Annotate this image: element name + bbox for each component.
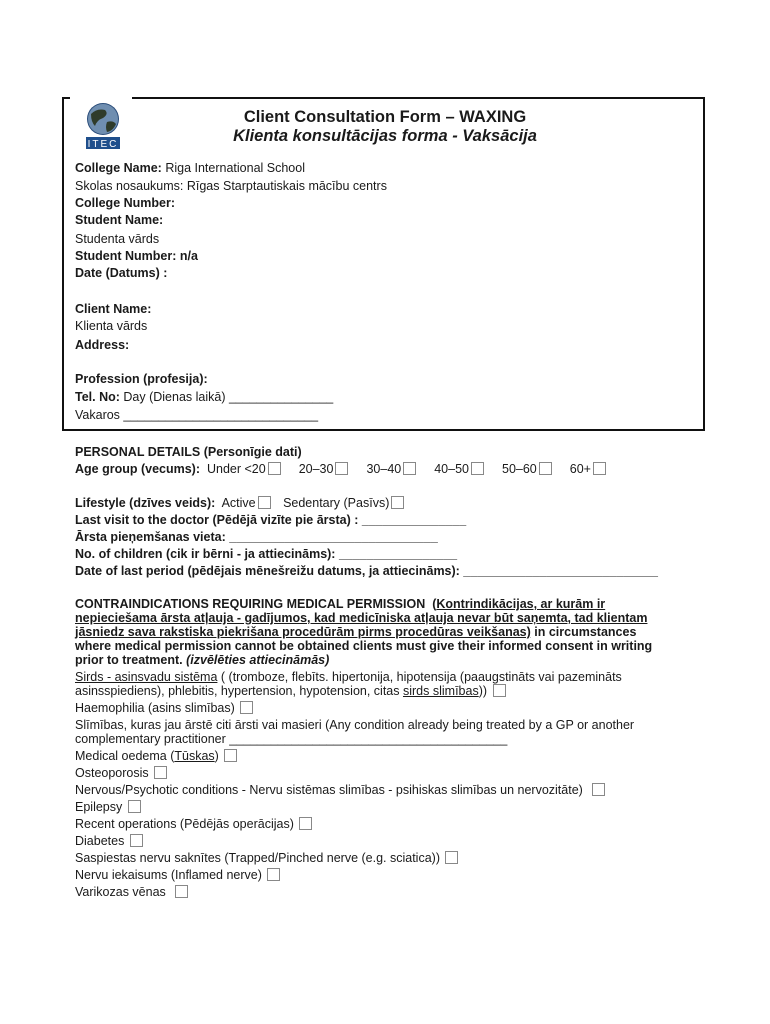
diabetes-row: Diabetes (75, 834, 145, 849)
children-row[interactable]: No. of children (cik ir bērni - ja attiecināms): _________________ (75, 547, 458, 561)
inflamed-nerve-row: Nervu iekaisums (Inflamed nerve) (75, 868, 282, 883)
sirds-row-2: asinsspiediens), phlebitis, hypertension, hypotension, citas sirds slimības)) (75, 684, 508, 699)
age-group-row: Age group (vecums): Under <20 20–30 30–40 40–50 50–60 60+ (75, 462, 608, 477)
trapped-nerve-checkbox[interactable] (445, 851, 458, 864)
vakaros-row[interactable]: Vakaros ____________________________ (75, 408, 319, 422)
age-40-50-checkbox[interactable] (471, 462, 484, 475)
student-number-row: Student Number: n/a (75, 249, 198, 263)
age-20-30-checkbox[interactable] (335, 462, 348, 475)
logo-text: ITEC (87, 139, 119, 150)
contra-heading: CONTRAINDICATIONS REQUIRING MEDICAL PERMISSION (Kontrindikācijas, ar kurām ir (75, 597, 606, 611)
oedema-checkbox[interactable] (224, 749, 237, 762)
epilepsy-checkbox[interactable] (128, 800, 141, 813)
active-checkbox[interactable] (258, 496, 271, 509)
age-60plus-checkbox[interactable] (593, 462, 606, 475)
date-row[interactable]: Date (Datums) : (75, 266, 168, 280)
contra-line5: prior to treatment. (izvēlēties attiecināmās) (75, 653, 330, 667)
college-number-row[interactable]: College Number: (75, 196, 176, 210)
skolas-row: Skolas nosaukums: Rīgas Starptautiskais mācību centrs (75, 179, 387, 193)
sedentary-checkbox[interactable] (391, 496, 404, 509)
contra-line2: nepieciešama ārsta atļauja - gadījumos, kad medicīniska atļauja nevar būt saņemta, tad klientam (75, 611, 648, 625)
slimibas-row-2[interactable]: complementary practitioner ________________________________________ (75, 732, 508, 746)
osteoporosis-checkbox[interactable] (154, 766, 167, 779)
recent-operations-row: Recent operations (Pēdējās operācijas) (75, 817, 314, 832)
trapped-nerve-row: Saspiestas nervu saknītes (Trapped/Pinched nerve (e.g. sciatica)) (75, 851, 460, 866)
tel-row[interactable]: Tel. No: Day (Dienas laikā) _______________ (75, 390, 334, 404)
haemophilia-checkbox[interactable] (240, 701, 253, 714)
contra-line3: jāsniedz sava rakstiska piekrišana procedūrām pirms procedūras veikšanas) in circumstances (75, 625, 637, 639)
frame-top-border (62, 97, 705, 99)
age-under20-checkbox[interactable] (268, 462, 281, 475)
studenta-row: Studenta vārds (75, 232, 160, 246)
nervous-checkbox[interactable] (592, 783, 605, 796)
sirds-row: Sirds - asinsvadu sistēma ( (tromboze, flebīts. hipertonija, hipotensija (paaugstināts vai pazemināts (75, 670, 622, 684)
arsta-row[interactable]: Ārsta pieņemšanas vieta: ______________________________ (75, 530, 438, 544)
contra-line4: where medical permission cannot be obtained clients must give their informed consent in writing (75, 639, 653, 653)
lifestyle-row: Lifestyle (dzīves veids): Active Sedentary (Pasīvs) (75, 496, 406, 511)
diabetes-checkbox[interactable] (130, 834, 143, 847)
profession-row[interactable]: Profession (profesija): (75, 372, 208, 386)
age-50-60-checkbox[interactable] (539, 462, 552, 475)
age-30-40-checkbox[interactable] (403, 462, 416, 475)
last-period-row[interactable]: Date of last period (pēdējais mēnešreižu datums, ja attiecināms): ____________________________ (75, 564, 658, 578)
varikozas-row: Varikozas vēnas (75, 885, 190, 900)
nervous-row: Nervous/Psychotic conditions - Nervu sistēmas slimības - psihiskas slimības un nervozitāte) (75, 783, 607, 798)
recent-operations-checkbox[interactable] (299, 817, 312, 830)
inflamed-nerve-checkbox[interactable] (267, 868, 280, 881)
client-name-row[interactable]: Client Name: (75, 302, 152, 316)
sirds-checkbox[interactable] (493, 684, 506, 697)
address-row[interactable]: Address: (75, 338, 130, 352)
epilepsy-row: Epilepsy (75, 800, 143, 815)
varikozas-checkbox[interactable] (175, 885, 188, 898)
college-name-row: College Name: Riga International School (75, 161, 305, 175)
form-title-lv: Klienta konsultācijas forma - Vaksācija (233, 127, 537, 145)
oedema-row: Medical oedema (Tūskas) (75, 749, 239, 764)
form-title-en: Client Consultation Form – WAXING (243, 108, 527, 126)
haemophilia-row: Haemophilia (asins slimības) (75, 701, 255, 716)
last-visit-row[interactable]: Last visit to the doctor (Pēdējā vizīte pie ārsta) : _______________ (75, 513, 467, 527)
student-name-row[interactable]: Student Name: (75, 213, 164, 227)
slimibas-row: Slīmības, kuras jau ārstē citi ārsti vai masieri (Any condition already being treated by a GP or another (75, 718, 635, 732)
personal-details-heading: PERSONAL DETAILS (Personīgie dati) (75, 445, 302, 459)
osteoporosis-row: Osteoporosis (75, 766, 169, 781)
klienta-row: Klienta vārds (75, 319, 148, 333)
